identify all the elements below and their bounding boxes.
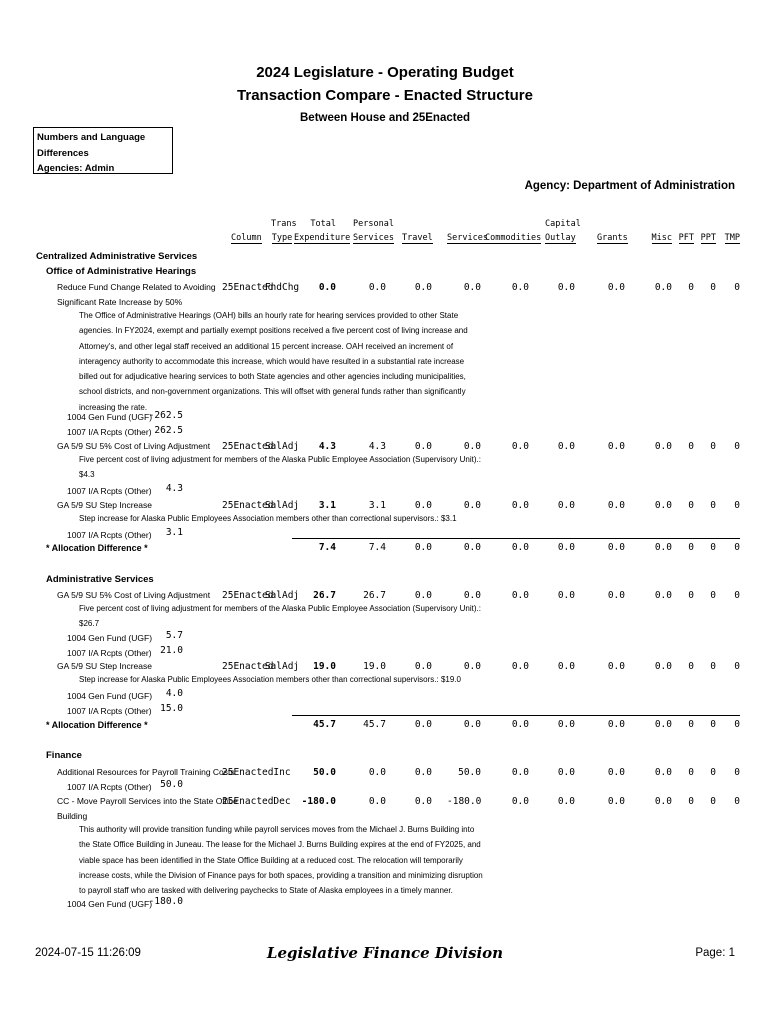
pft-cell: 0 bbox=[688, 767, 694, 778]
commodities-cell: 0.0 bbox=[511, 282, 529, 293]
fund-source: 1004 Gen Fund (UGF) bbox=[67, 412, 153, 422]
transaction-description: Step increase for Alaska Public Employees Association members other than correctional supervisors.: $3.1 bbox=[79, 514, 457, 523]
misc-cell: 0.0 bbox=[654, 282, 672, 293]
capital-outlay-total: 0.0 bbox=[557, 542, 575, 553]
pft-cell: 0 bbox=[688, 661, 694, 672]
commodities-cell: 0.0 bbox=[511, 796, 529, 807]
transaction-title: GA 5/9 SU Step Increase bbox=[57, 500, 152, 510]
misc-cell: 0.0 bbox=[654, 796, 672, 807]
commodities-cell: 0.0 bbox=[511, 500, 529, 511]
fund-source: 1007 I/A Rcpts (Other) bbox=[67, 706, 152, 716]
pft-cell: 0 bbox=[688, 282, 694, 293]
header-ppt: PPT bbox=[700, 233, 716, 243]
capital-outlay-cell: 0.0 bbox=[557, 441, 575, 452]
travel-cell: 0.0 bbox=[414, 500, 432, 511]
capital-outlay-total: 0.0 bbox=[557, 719, 575, 730]
services-total: 0.0 bbox=[463, 542, 481, 553]
page-number: Page: 1 bbox=[695, 947, 735, 959]
capital-outlay-cell: 0.0 bbox=[557, 500, 575, 511]
total-expenditure-cell: 0.0 bbox=[318, 282, 336, 293]
ppt-total: 0 bbox=[710, 719, 716, 730]
trans-type-cell: SalAdj bbox=[264, 441, 300, 452]
header-travel: Travel bbox=[402, 233, 433, 243]
transaction-title: GA 5/9 SU 5% Cost of Living Adjustment bbox=[57, 590, 211, 600]
services-cell: 0.0 bbox=[463, 661, 481, 672]
agency-name: Agency: Department of Administration bbox=[524, 180, 735, 192]
header-column: Column bbox=[231, 233, 262, 243]
misc-cell: 0.0 bbox=[654, 767, 672, 778]
fund-source: 1007 I/A Rcpts (Other) bbox=[67, 648, 152, 658]
travel-cell: 0.0 bbox=[414, 661, 432, 672]
fund-amount: 3.1 bbox=[165, 527, 183, 538]
trans-type-cell: Inc bbox=[273, 767, 291, 778]
tmp-cell: 0 bbox=[734, 441, 740, 452]
transaction-title: Additional Resources for Payroll Training Costs bbox=[57, 767, 235, 777]
misc-cell: 0.0 bbox=[654, 590, 672, 601]
personal-services-cell: 0.0 bbox=[368, 282, 386, 293]
commodities-total: 0.0 bbox=[511, 719, 529, 730]
column-cell: 25Enacted bbox=[222, 282, 274, 293]
column-cell: 25Enacted bbox=[222, 661, 274, 672]
travel-cell: 0.0 bbox=[414, 441, 432, 452]
fund-source: 1004 Gen Fund (UGF) bbox=[67, 633, 153, 643]
appropriation-title: Centralized Administrative Services bbox=[36, 251, 198, 262]
services-cell: 0.0 bbox=[463, 441, 481, 452]
column-cell: 25Enacted bbox=[222, 767, 274, 778]
trans-type-cell: FndChg bbox=[264, 282, 300, 293]
travel-total: 0.0 bbox=[414, 542, 432, 553]
personal-services-cell: 4.3 bbox=[368, 441, 386, 452]
commodities-total: 0.0 bbox=[511, 542, 529, 553]
services-cell: 0.0 bbox=[463, 282, 481, 293]
tmp-cell: 0 bbox=[734, 661, 740, 672]
print-timestamp: 2024-07-15 11:26:09 bbox=[35, 947, 141, 959]
grants-total: 0.0 bbox=[607, 719, 625, 730]
misc-cell: 0.0 bbox=[654, 500, 672, 511]
header-services: Services bbox=[447, 233, 488, 243]
services-cell: -180.0 bbox=[447, 796, 482, 807]
ppt-cell: 0 bbox=[710, 590, 716, 601]
column-cell: 25Enacted bbox=[222, 500, 274, 511]
total-expenditure-cell: -180.0 bbox=[301, 796, 336, 807]
pft-cell: 0 bbox=[688, 441, 694, 452]
header-expenditure: Expenditure bbox=[294, 233, 351, 243]
travel-cell: 0.0 bbox=[414, 767, 432, 778]
allocation-difference-label: * Allocation Difference * bbox=[46, 720, 148, 730]
total-expenditure-cell: 4.3 bbox=[318, 441, 336, 452]
misc-cell: 0.0 bbox=[654, 661, 672, 672]
transaction-title: Significant Rate Increase by 50% bbox=[57, 297, 183, 307]
misc-total: 0.0 bbox=[654, 719, 672, 730]
personal-services-cell: 26.7 bbox=[363, 590, 386, 601]
pft-cell: 0 bbox=[688, 796, 694, 807]
header-tmp: TMP bbox=[724, 233, 740, 243]
transaction-description: This authority will provide transition funding while payroll services moves from the Michael J. Burns Building into the State Office Building in Juneau. The lease for the Michael J. Burns Building expires at the end of FY2025, and viable space has been identified in the State Office Building at a reduced cost. The relocation will temporarily increase costs, while the Division of Finance pays for both spaces, providing a transition and minimizing disruption to payroll staff who are tasked with delivering paychecks to State of Alaska employees in a timely manner. bbox=[79, 825, 483, 896]
personal-services-cell: 0.0 bbox=[368, 767, 386, 778]
total-expenditure-cell: 50.0 bbox=[313, 767, 336, 778]
column-cell: 25Enacted bbox=[222, 590, 274, 601]
fund-amount: -180.0 bbox=[148, 896, 183, 907]
header-pft: PFT bbox=[678, 233, 694, 243]
services-cell: 0.0 bbox=[463, 590, 481, 601]
ppt-cell: 0 bbox=[710, 767, 716, 778]
capital-outlay-cell: 0.0 bbox=[557, 767, 575, 778]
personal-services-cell: 19.0 bbox=[363, 661, 386, 672]
allocation-difference-label: * Allocation Difference * bbox=[46, 543, 148, 553]
commodities-cell: 0.0 bbox=[511, 661, 529, 672]
pft-cell: 0 bbox=[688, 500, 694, 511]
travel-total: 0.0 bbox=[414, 719, 432, 730]
filter-line: Differences bbox=[37, 147, 89, 159]
total-expenditure-total: 45.7 bbox=[313, 719, 336, 730]
ppt-cell: 0 bbox=[710, 441, 716, 452]
fund-amount: 262.5 bbox=[154, 425, 183, 436]
transaction-title: Reduce Fund Change Related to Avoiding bbox=[57, 282, 216, 292]
services-cell: 50.0 bbox=[458, 767, 481, 778]
fund-amount: 4.0 bbox=[165, 688, 183, 699]
fund-source: 1004 Gen Fund (UGF) bbox=[67, 899, 153, 909]
fund-amount: 21.0 bbox=[160, 645, 183, 656]
filter-box bbox=[33, 127, 173, 174]
pft-total: 0 bbox=[688, 719, 694, 730]
total-expenditure-cell: 19.0 bbox=[313, 661, 336, 672]
transaction-title: Building bbox=[57, 811, 88, 821]
travel-cell: 0.0 bbox=[414, 282, 432, 293]
ppt-cell: 0 bbox=[710, 500, 716, 511]
misc-cell: 0.0 bbox=[654, 441, 672, 452]
fund-amount: 15.0 bbox=[160, 703, 183, 714]
component-title: Administrative Services bbox=[46, 574, 154, 585]
component-title: Finance bbox=[46, 750, 82, 761]
fund-source: 1004 Gen Fund (UGF) bbox=[67, 691, 153, 701]
tmp-cell: 0 bbox=[734, 282, 740, 293]
filter-line: Numbers and Language bbox=[37, 132, 146, 143]
capital-outlay-cell: 0.0 bbox=[557, 282, 575, 293]
services-cell: 0.0 bbox=[463, 500, 481, 511]
grants-cell: 0.0 bbox=[607, 282, 625, 293]
fund-source: 1007 I/A Rcpts (Other) bbox=[67, 427, 152, 437]
subtotal-rule bbox=[292, 715, 740, 716]
transaction-description: Step increase for Alaska Public Employees Association members other than correctional supervisors.: $19.0 bbox=[79, 675, 461, 684]
capital-outlay-cell: 0.0 bbox=[557, 590, 575, 601]
header-capital: Capital bbox=[545, 219, 581, 229]
services-total: 0.0 bbox=[463, 719, 481, 730]
transaction-description: Five percent cost of living adjustment for members of the Alaska Public Employee Association (Supervisory Unit).: $4.3 bbox=[79, 455, 481, 480]
capital-outlay-cell: 0.0 bbox=[557, 796, 575, 807]
fund-amount: 4.3 bbox=[165, 483, 183, 494]
header-trans: Trans bbox=[271, 219, 297, 229]
tmp-total: 0 bbox=[734, 542, 740, 553]
header-misc: Misc bbox=[651, 233, 672, 243]
grants-cell: 0.0 bbox=[607, 796, 625, 807]
trans-type-cell: Dec bbox=[273, 796, 291, 807]
tmp-total: 0 bbox=[734, 719, 740, 730]
ppt-cell: 0 bbox=[710, 796, 716, 807]
trans-type-cell: SalAdj bbox=[264, 590, 300, 601]
tmp-cell: 0 bbox=[734, 590, 740, 601]
fund-amount: -262.5 bbox=[148, 410, 183, 421]
capital-outlay-cell: 0.0 bbox=[557, 661, 575, 672]
column-cell: 25Enacted bbox=[222, 441, 274, 452]
personal-services-total: 45.7 bbox=[363, 719, 386, 730]
ppt-total: 0 bbox=[710, 542, 716, 553]
pft-cell: 0 bbox=[688, 590, 694, 601]
tmp-cell: 0 bbox=[734, 796, 740, 807]
header-total: Total bbox=[310, 219, 336, 229]
header-personal: Personal bbox=[353, 219, 394, 229]
tmp-cell: 0 bbox=[734, 500, 740, 511]
header-type: Type bbox=[271, 233, 293, 243]
fund-source: 1007 I/A Rcpts (Other) bbox=[67, 782, 152, 792]
fund-source: 1007 I/A Rcpts (Other) bbox=[67, 530, 152, 540]
travel-cell: 0.0 bbox=[414, 796, 432, 807]
fund-amount: 50.0 bbox=[160, 779, 183, 790]
transaction-title: CC - Move Payroll Services into the State Office bbox=[57, 796, 238, 806]
personal-services-total: 7.4 bbox=[368, 542, 386, 553]
header-outlay: Outlay bbox=[545, 233, 576, 243]
grants-cell: 0.0 bbox=[607, 590, 625, 601]
header-services-ps: Services bbox=[353, 233, 394, 243]
division-signature: Legislative Finance Division bbox=[266, 944, 504, 962]
column-cell: 25Enacted bbox=[222, 796, 274, 807]
personal-services-cell: 0.0 bbox=[368, 796, 386, 807]
misc-total: 0.0 bbox=[654, 542, 672, 553]
pft-total: 0 bbox=[688, 542, 694, 553]
transaction-description: The Office of Administrative Hearings (OAH) bills an hourly rate for hearing services provided to other State agencies. In FY2024, exempt and partially exempt positions received a five percent cost of living increase and Attorney's, and other legal staff received an additional 15 percent increase. OAH received an increment of interagency authority to accommodate this increase, which would have resulted in a substantial rate increase billed out for adjudicative hearing services to both State agencies and other agencies including municipalities, school districts, and non-government organizations. This will offset with general funds rather than significantly increasing the rate. bbox=[79, 311, 468, 412]
transaction-description: Five percent cost of living adjustment for members of the Alaska Public Employee Association (Supervisory Unit).: $26.7 bbox=[79, 604, 481, 629]
trans-type-cell: SalAdj bbox=[264, 500, 300, 511]
grants-cell: 0.0 bbox=[607, 767, 625, 778]
transaction-title: GA 5/9 SU 5% Cost of Living Adjustment bbox=[57, 441, 211, 451]
grants-cell: 0.0 bbox=[607, 661, 625, 672]
grants-cell: 0.0 bbox=[607, 500, 625, 511]
grants-cell: 0.0 bbox=[607, 441, 625, 452]
travel-cell: 0.0 bbox=[414, 590, 432, 601]
grants-total: 0.0 bbox=[607, 542, 625, 553]
ppt-cell: 0 bbox=[710, 282, 716, 293]
subtotal-rule bbox=[292, 538, 740, 539]
report-title: 2024 Legislature - Operating Budget bbox=[256, 64, 514, 81]
total-expenditure-cell: 3.1 bbox=[318, 500, 336, 511]
filter-line: Agencies: Admin bbox=[37, 163, 115, 174]
commodities-cell: 0.0 bbox=[511, 441, 529, 452]
header-grants: Grants bbox=[597, 233, 628, 243]
component-title: Office of Administrative Hearings bbox=[46, 266, 197, 277]
commodities-cell: 0.0 bbox=[511, 767, 529, 778]
comparison-label: Between House and 25Enacted bbox=[300, 112, 470, 124]
tmp-cell: 0 bbox=[734, 767, 740, 778]
fund-amount: 5.7 bbox=[165, 630, 183, 641]
report-subtitle: Transaction Compare - Enacted Structure bbox=[237, 87, 533, 104]
ppt-cell: 0 bbox=[710, 661, 716, 672]
fund-source: 1007 I/A Rcpts (Other) bbox=[67, 486, 152, 496]
trans-type-cell: SalAdj bbox=[264, 661, 300, 672]
commodities-cell: 0.0 bbox=[511, 590, 529, 601]
transaction-title: GA 5/9 SU Step Increase bbox=[57, 661, 152, 671]
personal-services-cell: 3.1 bbox=[368, 500, 386, 511]
header-commodities: Commodities bbox=[485, 233, 542, 243]
total-expenditure-total: 7.4 bbox=[318, 542, 336, 553]
total-expenditure-cell: 26.7 bbox=[313, 590, 336, 601]
